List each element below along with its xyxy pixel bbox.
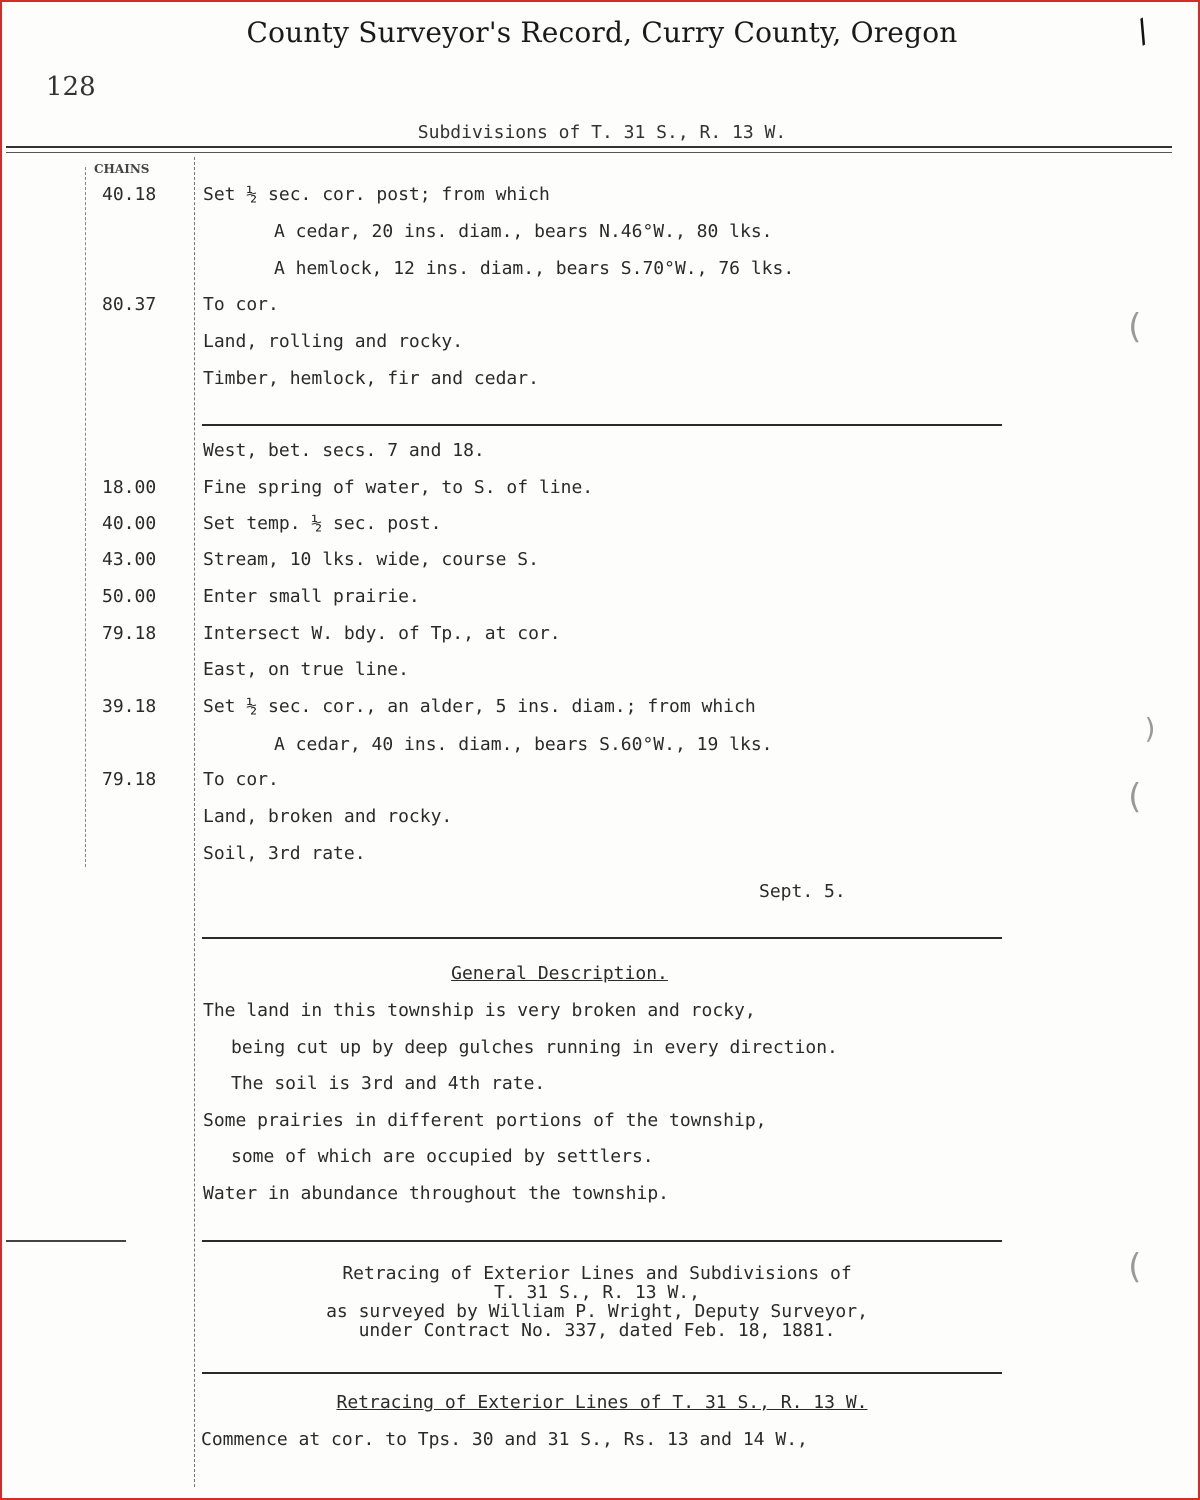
- description-line: [2, 1183, 1200, 1209]
- field-note-row: [2, 294, 1200, 320]
- section-divider: [202, 424, 1002, 426]
- field-note-row: [2, 477, 1200, 503]
- header-rule-top: [6, 146, 1172, 148]
- binder-hole-mark: (: [1124, 307, 1145, 347]
- note-text: Fine spring of water, to S. of line.: [203, 477, 594, 498]
- field-note-row: [2, 586, 1200, 612]
- field-note-row: [2, 440, 1200, 466]
- chain-value: 79.18: [102, 623, 157, 644]
- description-line: [2, 1037, 1200, 1063]
- field-note-row: [2, 769, 1200, 795]
- field-note-row: [2, 843, 1200, 869]
- description-text: Water in abundance throughout the township.: [203, 1183, 669, 1204]
- chain-value: 80.37: [102, 294, 157, 315]
- field-note-row: [2, 549, 1200, 575]
- retracing-notice: [192, 1264, 1002, 1340]
- note-text: Intersect W. bdy. of Tp., at cor.: [203, 623, 561, 644]
- note-text: Set ½ sec. cor., an alder, 5 ins. diam.; from which: [203, 696, 756, 717]
- note-text: Soil, 3rd rate.: [203, 843, 366, 864]
- note-text: A hemlock, 12 ins. diam., bears S.70°W., 76 lks.: [274, 258, 795, 279]
- chain-value: 40.00: [102, 513, 157, 534]
- note-text: Set ½ sec. cor. post; from which: [203, 184, 550, 205]
- note-text: Enter small prairie.: [203, 586, 420, 607]
- note-text: Land, rolling and rocky.: [203, 331, 464, 352]
- page-number: 128: [46, 72, 96, 102]
- description-text: some of which are occupied by settlers.: [231, 1146, 654, 1167]
- section-divider: [202, 1240, 1002, 1242]
- field-note-row: [2, 513, 1200, 539]
- field-note-row: [2, 184, 1200, 210]
- field-note-row: [2, 258, 1200, 284]
- retracing-notice-line: under Contract No. 337, dated Feb. 18, 1881.: [358, 1320, 836, 1341]
- field-note-row: [2, 331, 1200, 357]
- note-text: West, bet. secs. 7 and 18.: [203, 440, 485, 461]
- description-text: being cut up by deep gulches running in every direction.: [231, 1037, 838, 1058]
- survey-date: Sept. 5.: [759, 881, 846, 902]
- note-text: A cedar, 40 ins. diam., bears S.60°W., 19 lks.: [274, 734, 773, 755]
- field-note-row: [2, 659, 1200, 685]
- field-note-row: [2, 368, 1200, 394]
- description-line: [2, 1110, 1200, 1136]
- description-text: The land in this township is very broken and rocky,: [203, 1000, 756, 1021]
- retracing-text: Commence at cor. to Tps. 30 and 31 S., Rs. 13 and 14 W.,: [201, 1429, 808, 1450]
- note-text: Land, broken and rocky.: [203, 806, 453, 827]
- field-note-row: [2, 806, 1200, 832]
- note-text: A cedar, 20 ins. diam., bears N.46°W., 80 lks.: [274, 221, 773, 242]
- page-header-title: County Surveyor's Record, Curry County, Oregon: [246, 16, 958, 49]
- chain-value: 39.18: [102, 696, 157, 717]
- chain-value: 79.18: [102, 769, 157, 790]
- date-row: [2, 881, 1200, 907]
- retracing-notice-line: as surveyed by William P. Wright, Deputy Surveyor,: [326, 1301, 868, 1322]
- description-line: [2, 1000, 1200, 1026]
- binder-hole-mark: ): [1142, 712, 1159, 745]
- general-description-heading: General Description.: [451, 963, 668, 984]
- description-line: [2, 1146, 1200, 1172]
- note-text: Timber, hemlock, fir and cedar.: [203, 368, 539, 389]
- field-note-row: [2, 221, 1200, 247]
- township-subtitle: Subdivisions of T. 31 S., R. 13 W.: [417, 122, 787, 143]
- field-note-row: [2, 696, 1200, 722]
- binder-hole-mark: (: [1124, 777, 1145, 817]
- chain-value: 40.18: [102, 184, 157, 205]
- section-divider: [202, 1372, 1002, 1374]
- retracing-notice-line: Retracing of Exterior Lines and Subdivisions of: [342, 1263, 852, 1284]
- margin-scan-streak: [6, 1240, 126, 1242]
- retracing-first-line: [2, 1429, 1200, 1455]
- binder-hole-mark: (: [1124, 1247, 1145, 1287]
- retracing-exterior-heading: Retracing of Exterior Lines of T. 31 S., R. 13 W.: [336, 1392, 868, 1413]
- note-text: Stream, 10 lks. wide, course S.: [203, 549, 539, 570]
- section-divider: [202, 937, 1002, 939]
- field-note-row: [2, 623, 1200, 649]
- chain-value: 43.00: [102, 549, 157, 570]
- retracing-notice-line: T. 31 S., R. 13 W.,: [494, 1282, 700, 1303]
- note-text: To cor.: [203, 769, 279, 790]
- header-rule-bottom: [6, 152, 1172, 153]
- description-text: Some prairies in different portions of the township,: [203, 1110, 767, 1131]
- chains-column-label: CHAINS: [94, 162, 150, 176]
- pen-mark: /: [1126, 11, 1160, 52]
- description-text: The soil is 3rd and 4th rate.: [231, 1073, 546, 1094]
- note-text: To cor.: [203, 294, 279, 315]
- note-text: East, on true line.: [203, 659, 409, 680]
- field-note-row: [2, 734, 1200, 760]
- note-text: Set temp. ½ sec. post.: [203, 513, 442, 534]
- chain-value: 18.00: [102, 477, 157, 498]
- description-line: [2, 1073, 1200, 1099]
- chain-value: 50.00: [102, 586, 157, 607]
